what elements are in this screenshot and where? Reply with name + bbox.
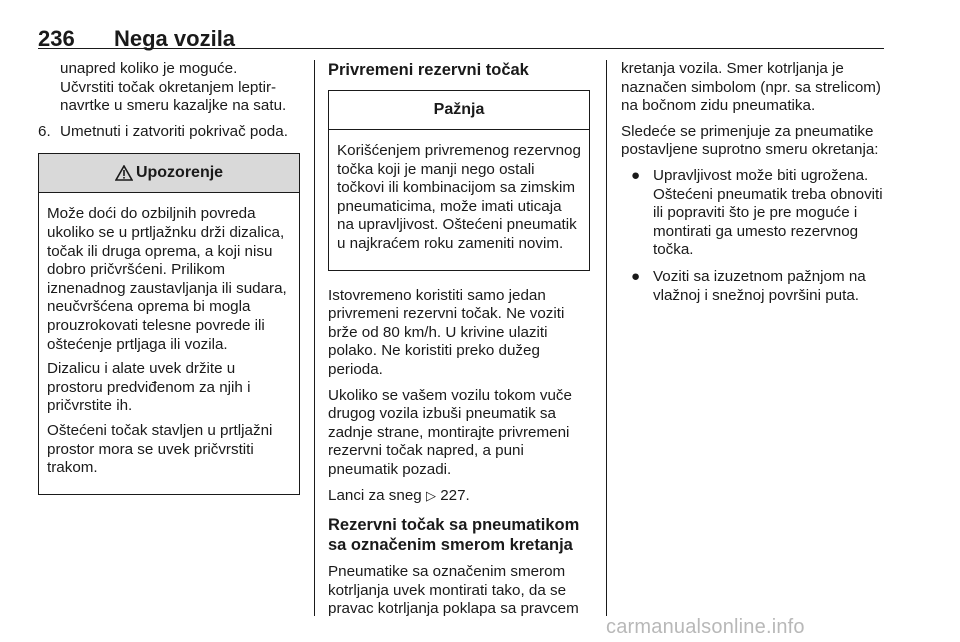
ref-arrow-icon: ▷	[425, 487, 436, 503]
bullet-icon: ●	[631, 166, 641, 184]
caution-body	[329, 130, 589, 270]
warning-title: Upozorenje	[135, 164, 224, 182]
page-number: 236	[38, 26, 75, 51]
warning-body	[39, 193, 299, 493]
paragraph-directional-mounting: Pneumatike sa označenim smerom kotrljanja uvek montirati tako, da se pravac kotrljanja poklapa sa pravcem	[328, 563, 579, 618]
column-divider-2	[606, 60, 607, 616]
caution-header	[329, 91, 589, 130]
cont-line-1: unapred koliko je moguće.	[60, 60, 238, 77]
snow-chains-text: Lanci za sneg	[328, 486, 422, 504]
heading-directional-tyre: Rezervni točak sa pneumatikom sa označenim smerom kretanja	[328, 516, 580, 555]
list-item	[621, 167, 887, 260]
header-rule	[38, 48, 884, 49]
paragraph-opposite-direction: Sledeće se primenjuje za pneumatike postavljene suprotno smeru okretanja:	[621, 122, 879, 159]
section-title: Nega vozila	[114, 26, 236, 51]
step-continuation	[38, 60, 300, 116]
heading-temporary-spare: Privremeni rezervni točak	[328, 61, 529, 79]
warning-header	[39, 154, 299, 193]
column-1	[38, 60, 300, 495]
warning-paragraph-2: Dizalicu i alate uvek držite u prostoru predviđenom za njih i pričvrstite ih.	[47, 360, 251, 415]
snow-chains-page-link[interactable]: 227.	[440, 486, 470, 504]
warning-box	[38, 153, 300, 494]
column-3	[621, 60, 887, 313]
step-6	[38, 123, 300, 142]
warning-paragraph-1: Može doći do ozbiljnih povreda ukoliko se u prtljažnku drži dizalica, točak ili druga oprema, a koji nisu dobro pričvršćeni. Prilikom iznenadnog zaustavljanja ili sudara, neučvršćena oprema bi mogla prouzrokovati telesne povrede ili oštećenje prtljaga ili vozila.	[47, 205, 287, 353]
step-6-text: Umetnuti i zatvoriti pokrivač poda.	[60, 122, 288, 140]
column-2	[328, 60, 590, 626]
step-6-number: 6.	[38, 122, 51, 140]
paragraph-towing: Ukoliko se vašem vozilu tokom vuče drugog vozila izbuši pneumatik sa zadnje strane, montirajte privremeni rezervni točak napred, a puni pneumatik pozadi.	[328, 386, 572, 478]
paragraph-rotation-direction: kretanja vozila. Smer kotrljanja je naznačen simbolom (npr. sa strelicom) na bočnom zidu pneumatika.	[621, 60, 881, 115]
list-item	[621, 268, 887, 305]
bullet-icon: ●	[631, 267, 641, 285]
bullet-text-2: Voziti sa izuzetnom pažnjom na vlažnoj i snežnoj površini puta.	[653, 267, 866, 304]
warning-paragraph-3: Oštećeni točak stavljen u prtljažni prostor mora se uvek pričvrstiti trakom.	[47, 421, 273, 477]
bullet-text-1: Upravljivost može biti ugrožena. Oštećeni pneumatik treba obnoviti ili popraviti što je pre moguće i montirati ga umesto rezervnog točka.	[653, 166, 883, 259]
paragraph-snow-chains	[328, 487, 590, 506]
cont-line-2: Učvrstiti točak okretanjem leptir-navrtke u smeru kazaljke na satu.	[60, 78, 287, 115]
paragraph-speed-limit: Istovremeno koristiti samo jedan privremeni rezervni točak. Ne voziti brže od 80 km/h. U krivine ulaziti polako. Ne koristiti preko dužeg perioda.	[328, 286, 565, 378]
page-header	[38, 26, 884, 56]
watermark: carmanualsonline.info	[606, 616, 805, 638]
column-divider-1	[314, 60, 315, 616]
warning-triangle-icon	[115, 165, 133, 181]
caution-title: Pažnja	[433, 100, 485, 118]
caution-box	[328, 90, 590, 271]
caution-paragraph: Korišćenjem privremenog rezervnog točka koji je manji nego ostali točkovi ili kombinacijom sa zimskim pneumaticima, može imati uticaja na upravljivost. Oštećeni pneumatik u najkraćem roku zameniti novim.	[337, 142, 581, 252]
